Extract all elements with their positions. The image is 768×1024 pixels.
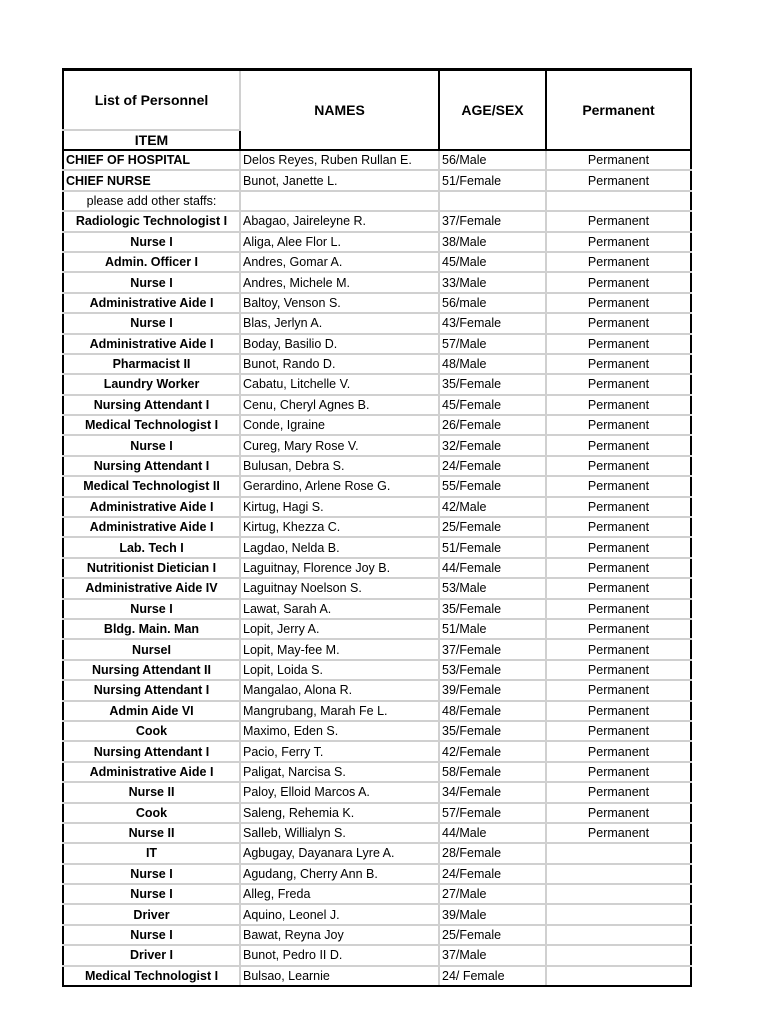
- name-cell: Cenu, Cheryl Agnes B.: [240, 395, 439, 415]
- position-cell: please add other staffs:: [63, 191, 240, 211]
- position-cell: Lab. Tech I: [63, 537, 240, 557]
- table-row: [63, 660, 691, 680]
- status-cell: Permanent: [546, 374, 691, 394]
- status-cell: Permanent: [546, 741, 691, 761]
- status-cell: [546, 843, 691, 863]
- name-cell: Bunot, Rando D.: [240, 354, 439, 374]
- position-cell: Driver I: [63, 945, 240, 965]
- position-cell: Nursing Attendant I: [63, 741, 240, 761]
- status-cell: Permanent: [546, 456, 691, 476]
- agesex-cell: 39/Female: [439, 680, 546, 700]
- name-cell: [240, 191, 439, 211]
- name-cell: Bulsao, Learnie: [240, 966, 439, 986]
- table-row: [63, 334, 691, 354]
- names-header: NAMES: [240, 70, 439, 151]
- name-cell: Baltoy, Venson S.: [240, 293, 439, 313]
- agesex-cell: 37/Female: [439, 211, 546, 231]
- position-cell: Admin. Officer I: [63, 252, 240, 272]
- agesex-cell: 44/Female: [439, 558, 546, 578]
- header-row: [63, 70, 691, 131]
- agesex-cell: 37/Female: [439, 639, 546, 659]
- table-row: [63, 782, 691, 802]
- name-cell: Conde, Igraine: [240, 415, 439, 435]
- agesex-cell: 45/Male: [439, 252, 546, 272]
- table-row: [63, 272, 691, 292]
- table-row: [63, 925, 691, 945]
- table-row: [63, 966, 691, 986]
- table-row: [63, 435, 691, 455]
- status-cell: [546, 966, 691, 986]
- status-cell: Permanent: [546, 537, 691, 557]
- position-cell: Driver: [63, 904, 240, 924]
- position-cell: CHIEF NURSE: [63, 170, 240, 190]
- agesex-cell: 35/Female: [439, 599, 546, 619]
- agesex-cell: 33/Male: [439, 272, 546, 292]
- agesex-header: AGE/SEX: [439, 70, 546, 151]
- agesex-cell: [439, 191, 546, 211]
- list-title: List of Personnel: [63, 70, 240, 131]
- name-cell: Lopit, May-fee M.: [240, 639, 439, 659]
- position-cell: Radiologic Technologist I: [63, 211, 240, 231]
- position-cell: CHIEF OF HOSPITAL: [63, 150, 240, 170]
- name-cell: Mangrubang, Marah Fe L.: [240, 701, 439, 721]
- table-row: [63, 578, 691, 598]
- position-cell: Administrative Aide I: [63, 762, 240, 782]
- position-cell: Nurse I: [63, 599, 240, 619]
- name-cell: Agudang, Cherry Ann B.: [240, 864, 439, 884]
- status-cell: Permanent: [546, 476, 691, 496]
- table-row: [63, 599, 691, 619]
- position-cell: Nurse II: [63, 782, 240, 802]
- name-cell: Lopit, Loida S.: [240, 660, 439, 680]
- agesex-cell: 42/Male: [439, 497, 546, 517]
- agesex-cell: 48/Male: [439, 354, 546, 374]
- status-cell: Permanent: [546, 415, 691, 435]
- name-cell: Pacio, Ferry T.: [240, 741, 439, 761]
- position-cell: Cook: [63, 803, 240, 823]
- agesex-cell: 24/ Female: [439, 966, 546, 986]
- position-cell: Medical Technologist I: [63, 415, 240, 435]
- name-cell: Cureg, Mary Rose V.: [240, 435, 439, 455]
- table-row: [63, 170, 691, 190]
- status-cell: [546, 884, 691, 904]
- table-row: [63, 843, 691, 863]
- agesex-cell: 26/Female: [439, 415, 546, 435]
- agesex-cell: 53/Male: [439, 578, 546, 598]
- name-cell: Bunot, Pedro II D.: [240, 945, 439, 965]
- status-cell: Permanent: [546, 354, 691, 374]
- status-cell: Permanent: [546, 150, 691, 170]
- table-row: [63, 803, 691, 823]
- agesex-cell: 37/Male: [439, 945, 546, 965]
- position-cell: IT: [63, 843, 240, 863]
- position-cell: Nurse I: [63, 925, 240, 945]
- status-cell: [546, 945, 691, 965]
- name-cell: Paligat, Narcisa S.: [240, 762, 439, 782]
- agesex-cell: 45/Female: [439, 395, 546, 415]
- status-cell: Permanent: [546, 660, 691, 680]
- position-cell: Nurse I: [63, 272, 240, 292]
- agesex-cell: 53/Female: [439, 660, 546, 680]
- position-cell: Cook: [63, 721, 240, 741]
- position-cell: Nurse I: [63, 232, 240, 252]
- name-cell: Paloy, Elloid Marcos A.: [240, 782, 439, 802]
- position-cell: Nurse II: [63, 823, 240, 843]
- table-row: [63, 680, 691, 700]
- agesex-cell: 42/Female: [439, 741, 546, 761]
- position-cell: Admin Aide VI: [63, 701, 240, 721]
- table-row: [63, 150, 691, 170]
- table-row: [63, 823, 691, 843]
- table-row: [63, 476, 691, 496]
- name-cell: Bulusan, Debra S.: [240, 456, 439, 476]
- table-row: [63, 537, 691, 557]
- status-cell: [546, 191, 691, 211]
- table-row: [63, 517, 691, 537]
- position-cell: NurseI: [63, 639, 240, 659]
- table-row: [63, 619, 691, 639]
- position-cell: Medical Technologist I: [63, 966, 240, 986]
- name-cell: Blas, Jerlyn A.: [240, 313, 439, 333]
- name-cell: Boday, Basilio D.: [240, 334, 439, 354]
- table-row: [63, 701, 691, 721]
- name-cell: Gerardino, Arlene Rose G.: [240, 476, 439, 496]
- table-row: [63, 415, 691, 435]
- status-cell: Permanent: [546, 680, 691, 700]
- status-cell: Permanent: [546, 395, 691, 415]
- status-cell: Permanent: [546, 334, 691, 354]
- status-cell: Permanent: [546, 170, 691, 190]
- name-cell: Andres, Michele M.: [240, 272, 439, 292]
- table-row: [63, 741, 691, 761]
- name-cell: Aquino, Leonel J.: [240, 904, 439, 924]
- position-cell: Nurse I: [63, 435, 240, 455]
- name-cell: Saleng, Rehemia K.: [240, 803, 439, 823]
- agesex-cell: 57/Female: [439, 803, 546, 823]
- position-cell: Administrative Aide I: [63, 517, 240, 537]
- table-row: [63, 313, 691, 333]
- name-cell: Maximo, Eden S.: [240, 721, 439, 741]
- table-row: [63, 558, 691, 578]
- agesex-cell: 51/Female: [439, 170, 546, 190]
- status-cell: Permanent: [546, 211, 691, 231]
- position-cell: Nurse I: [63, 864, 240, 884]
- status-cell: Permanent: [546, 252, 691, 272]
- agesex-cell: 51/Male: [439, 619, 546, 639]
- permanent-header: Permanent: [546, 70, 691, 151]
- agesex-cell: 58/Female: [439, 762, 546, 782]
- agesex-cell: 24/Female: [439, 864, 546, 884]
- name-cell: Lawat, Sarah A.: [240, 599, 439, 619]
- table-row: [63, 456, 691, 476]
- name-cell: Cabatu, Litchelle V.: [240, 374, 439, 394]
- agesex-cell: 44/Male: [439, 823, 546, 843]
- name-cell: Alleg, Freda: [240, 884, 439, 904]
- position-cell: Nurse I: [63, 313, 240, 333]
- name-cell: Laguitnay Noelson S.: [240, 578, 439, 598]
- name-cell: Bawat, Reyna Joy: [240, 925, 439, 945]
- table-row: [63, 252, 691, 272]
- name-cell: Delos Reyes, Ruben Rullan E.: [240, 150, 439, 170]
- position-cell: Administrative Aide I: [63, 293, 240, 313]
- status-cell: [546, 864, 691, 884]
- agesex-cell: 56/Male: [439, 150, 546, 170]
- position-cell: Medical Technologist II: [63, 476, 240, 496]
- status-cell: Permanent: [546, 782, 691, 802]
- status-cell: Permanent: [546, 517, 691, 537]
- position-cell: Nursing Attendant II: [63, 660, 240, 680]
- agesex-cell: 34/Female: [439, 782, 546, 802]
- position-cell: Administrative Aide I: [63, 334, 240, 354]
- table-row: [63, 864, 691, 884]
- status-cell: Permanent: [546, 435, 691, 455]
- status-cell: Permanent: [546, 619, 691, 639]
- name-cell: Abagao, Jaireleyne R.: [240, 211, 439, 231]
- name-cell: Laguitnay, Florence Joy B.: [240, 558, 439, 578]
- agesex-cell: 24/Female: [439, 456, 546, 476]
- status-cell: Permanent: [546, 313, 691, 333]
- table-row: [63, 639, 691, 659]
- position-cell: Administrative Aide IV: [63, 578, 240, 598]
- status-cell: Permanent: [546, 639, 691, 659]
- position-cell: Laundry Worker: [63, 374, 240, 394]
- agesex-cell: 27/Male: [439, 884, 546, 904]
- agesex-cell: 35/Female: [439, 374, 546, 394]
- position-cell: Nursing Attendant I: [63, 456, 240, 476]
- agesex-cell: 57/Male: [439, 334, 546, 354]
- position-cell: Nursing Attendant I: [63, 680, 240, 700]
- position-cell: Nursing Attendant I: [63, 395, 240, 415]
- status-cell: Permanent: [546, 272, 691, 292]
- agesex-cell: 56/male: [439, 293, 546, 313]
- table-row: [63, 211, 691, 231]
- personnel-table: [62, 68, 692, 987]
- name-cell: Salleb, Willialyn S.: [240, 823, 439, 843]
- table-row: [63, 762, 691, 782]
- table-row: [63, 191, 691, 211]
- table-row: [63, 904, 691, 924]
- name-cell: Kirtug, Hagi S.: [240, 497, 439, 517]
- status-cell: Permanent: [546, 232, 691, 252]
- agesex-cell: 43/Female: [439, 313, 546, 333]
- agesex-cell: 28/Female: [439, 843, 546, 863]
- agesex-cell: 38/Male: [439, 232, 546, 252]
- name-cell: Agbugay, Dayanara Lyre A.: [240, 843, 439, 863]
- status-cell: Permanent: [546, 293, 691, 313]
- position-cell: Bldg. Main. Man: [63, 619, 240, 639]
- table-row: [63, 293, 691, 313]
- table-row: [63, 395, 691, 415]
- position-cell: Administrative Aide I: [63, 497, 240, 517]
- item-header: ITEM: [63, 130, 240, 150]
- status-cell: Permanent: [546, 558, 691, 578]
- agesex-cell: 48/Female: [439, 701, 546, 721]
- position-cell: Nutritionist Dietician I: [63, 558, 240, 578]
- name-cell: Kirtug, Khezza C.: [240, 517, 439, 537]
- status-cell: [546, 904, 691, 924]
- agesex-cell: 35/Female: [439, 721, 546, 741]
- name-cell: Lagdao, Nelda B.: [240, 537, 439, 557]
- name-cell: Aliga, Alee Flor L.: [240, 232, 439, 252]
- status-cell: Permanent: [546, 762, 691, 782]
- status-cell: Permanent: [546, 823, 691, 843]
- table-row: [63, 945, 691, 965]
- table-row: [63, 374, 691, 394]
- table-row: [63, 721, 691, 741]
- table-row: [63, 497, 691, 517]
- status-cell: Permanent: [546, 599, 691, 619]
- status-cell: Permanent: [546, 497, 691, 517]
- agesex-cell: 51/Female: [439, 537, 546, 557]
- position-cell: Pharmacist II: [63, 354, 240, 374]
- table-row: [63, 232, 691, 252]
- table-row: [63, 884, 691, 904]
- status-cell: Permanent: [546, 721, 691, 741]
- position-cell: Nurse I: [63, 884, 240, 904]
- status-cell: Permanent: [546, 578, 691, 598]
- name-cell: Bunot, Janette L.: [240, 170, 439, 190]
- name-cell: Andres, Gomar A.: [240, 252, 439, 272]
- status-cell: [546, 925, 691, 945]
- status-cell: Permanent: [546, 701, 691, 721]
- name-cell: Lopit, Jerry A.: [240, 619, 439, 639]
- name-cell: Mangalao, Alona R.: [240, 680, 439, 700]
- agesex-cell: 25/Female: [439, 517, 546, 537]
- agesex-cell: 55/Female: [439, 476, 546, 496]
- agesex-cell: 25/Female: [439, 925, 546, 945]
- agesex-cell: 32/Female: [439, 435, 546, 455]
- table-row: [63, 354, 691, 374]
- status-cell: Permanent: [546, 803, 691, 823]
- agesex-cell: 39/Male: [439, 904, 546, 924]
